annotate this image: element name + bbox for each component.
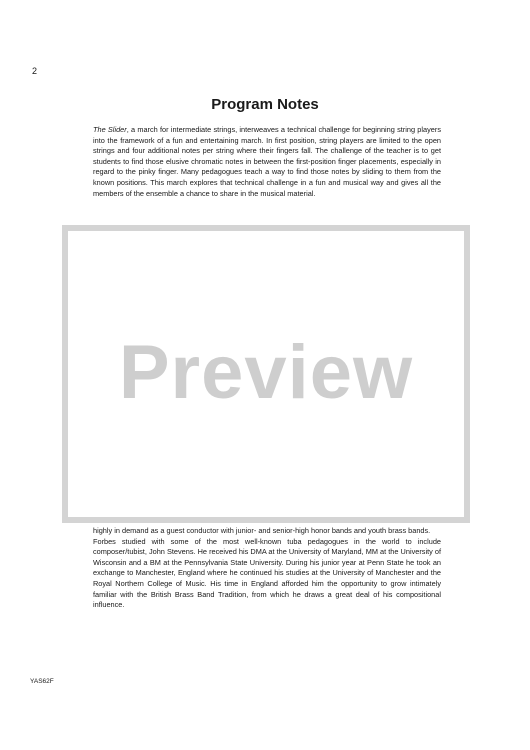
page-number: 2 — [32, 66, 38, 76]
bio-paragraph: Forbes studied with some of the most well-known tuba pedagogues in the world to include composer/tubist, John Stevens. He received his DMA at the University of Maryland, MM at the University of Wisconsin and a BM at the Pennsylvania State University. During his junior year at Penn State he took an exchange to Manchester, England where he continued his studies at the University of Manchester and the Royal Northern College of Music. His time in England afforded him the opportunity to grow intimately familiar with the British Brass Band Tradition, from which he draws a great deal of his compositional influence. — [93, 536, 441, 610]
page-title: Program Notes — [211, 96, 319, 113]
program-notes-body: , a march for intermediate strings, interweaves a technical challenge for beginning string players into the framework of a fun and entertaining march. In first position, string players are limited to the open strings and four additional notes per string where their fingers fall. The challenge of the teacher is to get students to find those elusive chromatic notes in between the first-position finger placements, especially in regard to the pinky finger. Many pedagogues teach a way to find those notes by sliding to them from the known positions. This march explores that technical challenge in a fun and musical way and gives all the members of the ensemble a chance to share in the musical material. — [93, 125, 441, 198]
program-notes-text — [93, 125, 441, 199]
catalog-code: YAS62F — [30, 678, 54, 685]
piece-title: The Slider — [93, 125, 127, 134]
program-notes-paragraph — [93, 125, 441, 199]
composer-bio-text — [93, 526, 441, 611]
bio-partial-paragraph: highly in demand as a guest conductor with junior- and senior-high honor bands and youth brass bands. — [93, 526, 431, 535]
preview-watermark-text: Preview — [118, 330, 414, 415]
preview-watermark-box — [62, 225, 470, 523]
